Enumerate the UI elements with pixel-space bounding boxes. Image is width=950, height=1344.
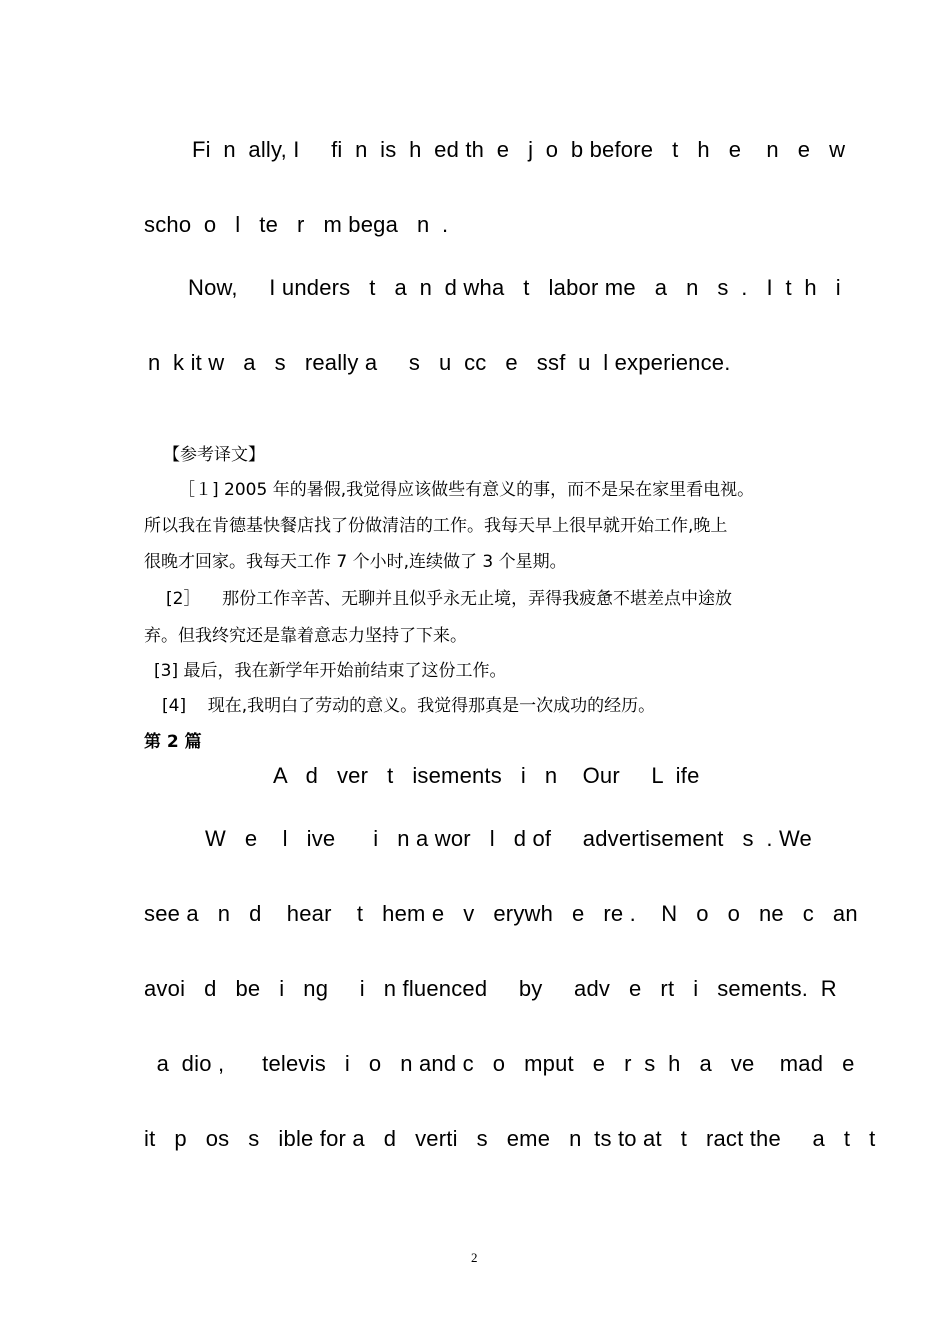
section-label: 第 2 篇: [144, 732, 202, 752]
translation-heading: 【参考译文】: [163, 445, 265, 465]
translation-p2-line2: 弃。但我终究还是靠着意志力坚持了下来。: [144, 626, 467, 646]
essay-line-1: Fi n ally, I fi n is h ed th e j o b before t h e n e w: [192, 137, 846, 162]
translation-p1-line3: 很晚才回家。我每天工作 7 个小时,连续做了 3 个星期。: [144, 552, 567, 572]
essay2-line-4: a dio , televis i o n and c o mput e r s h a ve mad e: [144, 1051, 855, 1076]
essay-line-3: Now, I unders t a n d wha t labor me a n s . I t h i: [188, 275, 841, 300]
translation-p1-line2: 所以我在肯德基快餐店找了份做清洁的工作。我每天早上很早就开始工作,晚上: [144, 516, 728, 536]
essay2-line-5: it p os s ible for a d verti s eme n ts to at t ract the a t t: [144, 1126, 876, 1151]
essay2-line-3: avoi d be i ng i n fluenced by adv e rt i sements. R: [144, 976, 837, 1001]
essay2-line-1: W e l ive i n a wor l d of advertisement s . We: [205, 826, 812, 851]
translation-p2-line1: [2］ 那份工作辛苦、无聊并且似乎永无止境，弄得我疲惫不堪差点中途放: [166, 589, 733, 609]
translation-p4: [4] 现在,我明白了劳动的意义。我觉得那真是一次成功的经历。: [162, 696, 656, 716]
translation-p3: [3] 最后，我在新学年开始前结束了这份工作。: [154, 661, 507, 681]
essay-line-4: n k it w a s really a s u cc e ssf u l experience.: [148, 350, 731, 375]
essay-line-2: scho o l te r m bega n .: [144, 212, 449, 237]
translation-p1-line1: ［１] 2005 年的暑假,我觉得应该做些有意义的事，而不是呆在家里看电视。: [178, 480, 755, 500]
essay2-title: A d ver t isements i n Our L ife: [273, 763, 700, 788]
essay2-line-2: see a n d hear t hem e v erywh e re . N o o ne c an: [144, 901, 858, 926]
page-number: 2: [471, 1250, 478, 1265]
